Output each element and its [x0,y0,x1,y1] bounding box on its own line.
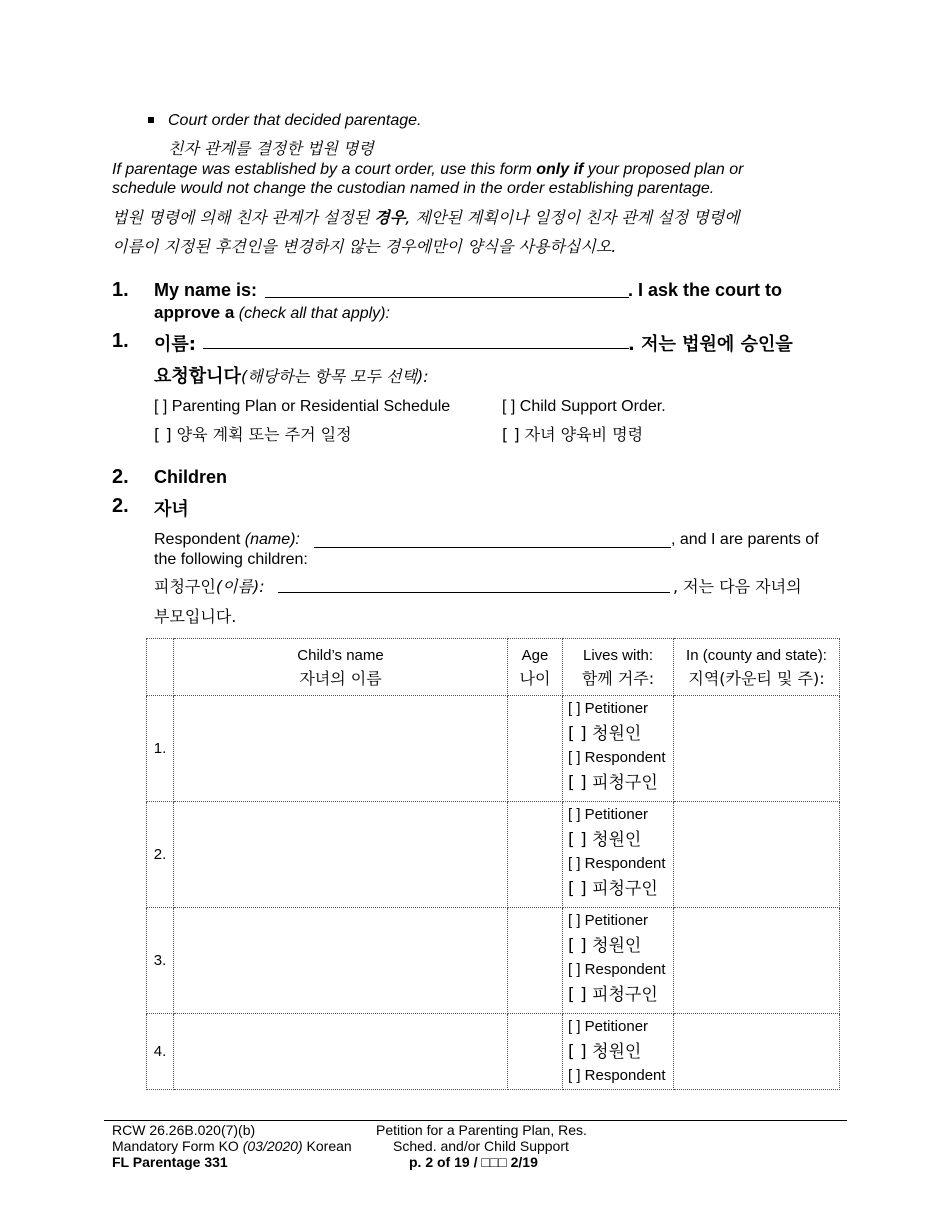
respondent-parents-text-ko: , 저는 다음 자녀의 [673,577,802,596]
header-lives-with-ko: 함께 거주: [581,669,655,688]
respondent-name-field-ko[interactable] [278,592,670,593]
lives-with-cell [563,908,674,1014]
lives-respondent-checkbox-ko[interactable]: [ ] 피청구인 [568,878,658,899]
age-cell[interactable] [508,1014,563,1090]
children-table [146,638,840,1090]
check-all-hint-en: (check all that apply): [238,305,390,322]
footer-divider [104,1120,847,1121]
table-row [147,908,840,1014]
name-field-en[interactable] [265,297,629,298]
intro-para-en-line2: schedule would not change the custodian named in the order establishing parentage. [112,180,715,197]
footer-form-language: Korean [302,1138,352,1154]
header-child-name-ko: 자녀의 이름 [299,669,382,688]
footer-left-line1: RCW 26.26B.020(7)(b) [112,1122,256,1138]
county-state-cell[interactable] [674,1014,840,1090]
intro-para-ko-line2: 이름이 지정된 후견인을 변경하지 않는 경우에만이 양식을 사용하십시오. [112,237,617,256]
request-label-ko: 요청합니다 [154,366,241,387]
option-parenting-plan-en[interactable]: [ ] Parenting Plan or Residential Schedule [154,398,451,415]
footer-left-line2 [112,1138,352,1154]
header-lives-with-en: Lives with: [582,647,654,664]
row-number: 4. [147,1014,174,1090]
intro-para-en-line1 [112,161,743,179]
header-number [147,639,174,696]
lives-with-cell [563,802,674,908]
lives-with-cell [563,696,674,802]
child-name-cell[interactable] [174,802,508,908]
header-county-state-ko: 지역(카운티 및 주): [688,669,825,688]
option-child-support-en[interactable]: [ ] Child Support Order. [502,398,666,415]
section1-name-label-en: My name is: [154,280,258,300]
section1-request-line-ko [154,362,429,388]
section2-number-en: 2. [112,466,129,488]
row-number: 3. [147,908,174,1014]
section1-approve-line [154,303,390,323]
age-cell[interactable] [508,802,563,908]
county-state-cell[interactable] [674,802,840,908]
row-number: 2. [147,802,174,908]
footer-form-id: FL Parentage 331 [112,1154,228,1170]
section1-number-ko: 1. [112,330,129,352]
section1-number-en: 1. [112,279,129,301]
lives-respondent-checkbox[interactable]: [ ] Respondent [568,855,666,872]
option-parenting-plan-ko[interactable]: [ ] 양육 계획 또는 주거 일정 [154,425,352,444]
header-child-name [174,639,508,696]
intro-para-en-line1-b: your proposed plan or [583,161,744,178]
child-name-cell[interactable] [174,1014,508,1090]
age-cell[interactable] [508,908,563,1014]
lives-respondent-checkbox[interactable]: [ ] Respondent [568,961,666,978]
section1-ask-text-en: . I ask the court to [628,280,783,300]
name-field-ko[interactable] [203,348,629,349]
intro-para-en-line1-a: If parentage was established by a court order, use this form [112,161,537,178]
table-row [147,802,840,908]
lives-respondent-checkbox[interactable]: [ ] Respondent [568,1067,666,1084]
section1-name-label-ko: 이름: [154,334,196,355]
respondent-children-text-ko: 부모입니다. [154,607,237,626]
check-all-hint-ko: (해당하는 항목 모두 선택): [240,367,429,386]
header-county-state-en: In (county and state): [686,647,827,664]
county-state-cell[interactable] [674,696,840,802]
header-age [508,639,563,696]
lives-petitioner-checkbox[interactable]: [ ] Petitioner [568,912,649,929]
approve-label: approve a [154,303,235,322]
option-child-support-ko[interactable]: [ ] 자녀 양육비 명령 [502,425,644,444]
table-row [147,1014,840,1090]
county-state-cell[interactable] [674,908,840,1014]
lives-petitioner-checkbox[interactable]: [ ] Petitioner [568,700,649,717]
child-name-cell[interactable] [174,908,508,1014]
header-child-name-en: Child’s name [297,647,384,664]
intro-para-ko-line1-b: , 제안된 계획이나 일정이 친자 관계 설정 명령에 [405,208,740,227]
child-name-cell[interactable] [174,696,508,802]
section2-title-ko: 자녀 [154,499,189,520]
table-header-row [147,639,840,696]
respondent-children-text-en: the following children: [154,551,308,568]
respondent-parents-text-en: , and I are parents of [671,531,819,548]
bullet-marker [148,117,154,123]
lives-petitioner-checkbox-ko[interactable]: [ ] 청원인 [568,935,642,956]
lives-with-cell [563,1014,674,1090]
lives-respondent-checkbox-ko[interactable]: [ ] 피청구인 [568,772,658,793]
respondent-name-hint-ko: (이름): [215,577,265,596]
respondent-name-hint-en: (name): [244,531,300,548]
section1-ask-text-ko: . 저는 법원에 승인을 [628,334,793,355]
header-county-state [674,639,840,696]
age-cell[interactable] [508,696,563,802]
bullet-text-ko: 친자 관계를 결정한 법원 명령 [168,139,374,158]
bullet-text-en: Court order that decided parentage. [168,112,422,129]
row-number: 1. [147,696,174,802]
lives-respondent-checkbox[interactable]: [ ] Respondent [568,749,666,766]
respondent-name-field-en[interactable] [314,547,671,548]
intro-para-ko-line1 [112,205,740,228]
lives-petitioner-checkbox[interactable]: [ ] Petitioner [568,1018,649,1035]
lives-petitioner-checkbox-ko[interactable]: [ ] 청원인 [568,829,642,850]
lives-petitioner-checkbox[interactable]: [ ] Petitioner [568,806,649,823]
respondent-label-en [154,531,300,549]
section2-title-en: Children [154,467,228,487]
intro-para-ko-line1-a: 법원 명령에 의해 친자 관계가 설정된 [112,208,375,227]
respondent-label-en-a: Respondent [154,531,245,548]
footer-form-date: (03/2020) [242,1138,303,1154]
header-age-ko: 나이 [519,669,551,688]
lives-petitioner-checkbox-ko[interactable]: [ ] 청원인 [568,1041,642,1062]
table-row [147,696,840,802]
footer-title-line1: Petition for a Parenting Plan, Res. [376,1122,587,1138]
intro-para-en-emphasis: only if [536,161,584,178]
lives-petitioner-checkbox-ko[interactable]: [ ] 청원인 [568,723,642,744]
respondent-label-ko [154,574,265,597]
header-lives-with [563,639,674,696]
footer-title-line2: Sched. and/or Child Support [393,1138,569,1154]
footer-page-number: p. 2 of 19 / □□□ 2/19 [409,1154,538,1170]
intro-para-ko-emphasis: 경우 [374,208,406,227]
respondent-label-ko-a: 피청구인 [154,577,216,596]
header-age-en: Age [521,647,549,664]
section2-number-ko: 2. [112,495,129,517]
lives-respondent-checkbox-ko[interactable]: [ ] 피청구인 [568,984,658,1005]
footer-form-label: Mandatory Form KO [112,1138,243,1154]
